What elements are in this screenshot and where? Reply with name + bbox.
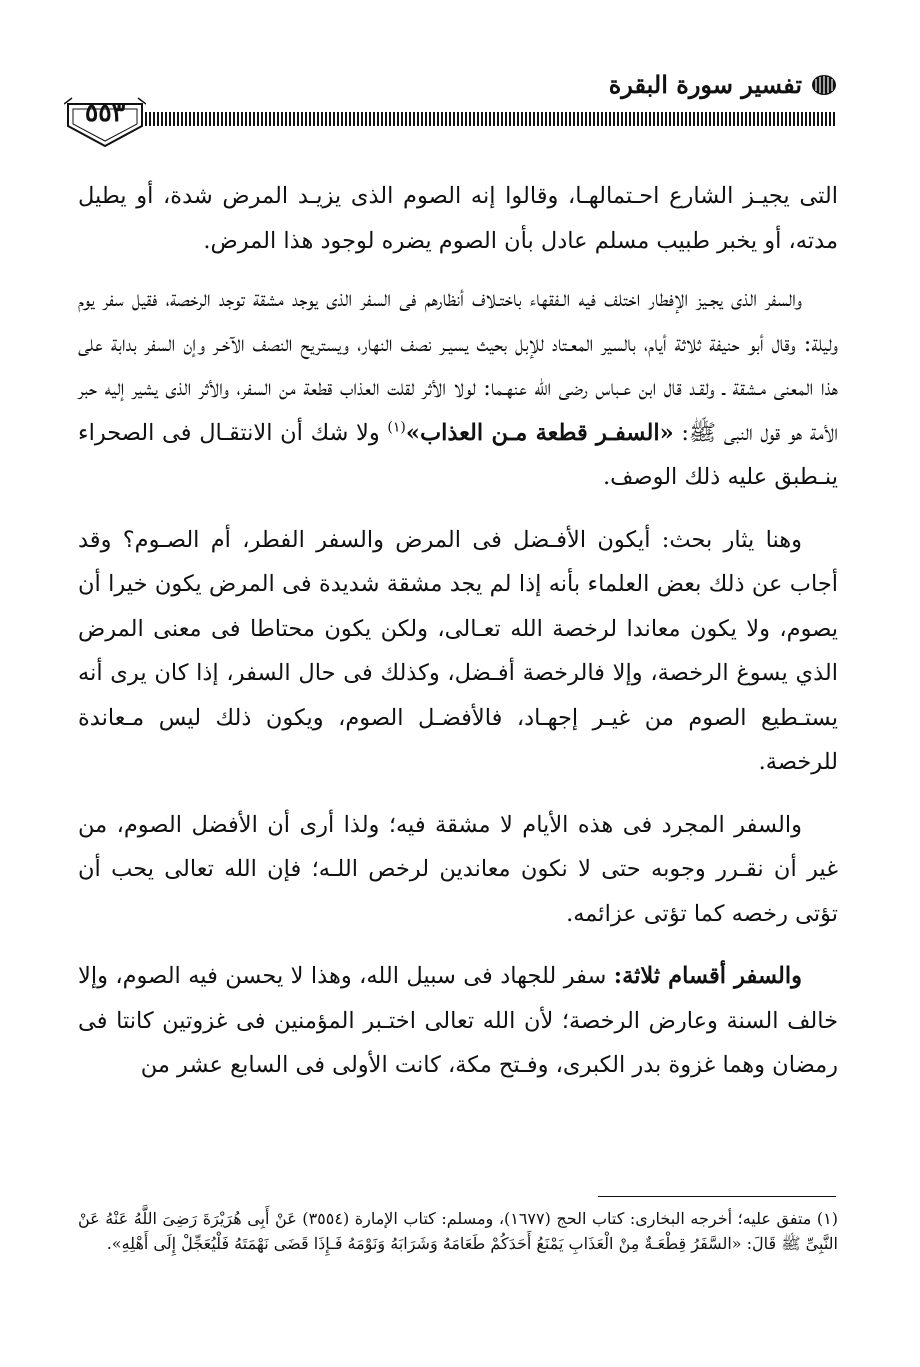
footnote-text: متفق عليه؛ أخرجه البخارى: كتاب الحج (١٦٧٧)، ومسلم: كتاب الإمارة (٣٥٥٤) عَنْ أَبِى هُرَيْرَةَ رَضِىَ اللَّهُ عَنْهُ عَنْ النَّبِىِّ ﷺ قَالَ: «السَّفَرُ قِطْعَـةٌ مِنْ الْعَذَابِ يَمْنَعُ أَحَدَكُمْ طَعَامَهُ وَشَرَابَهُ وَنَوْمَهُ فَـإِذَا قَضَى نَهْمَتَهُ فَلْيُعَجِّلْ إِلَى أَهْلِهِ». <box>78 1209 838 1253</box>
paragraph-text: والسفر الذى يجـيز الإفطار اختلف فيه الـفقهاء باختـلاف أنظارهم فى السفر الذى يوجد مشقة توجد الرخصة، فقيل سفر يوم وليلة: وقال أبو حنيفة ثلاثة أيام، بالسير المعـتاد للإبل بحيث يسيـر نصف النهار، ويستريح النصف الآخـر وإن السفر بدابة على هذا المعنى مـشقة ـ ولقـد قال ابن عـباس رضى الله عنهـما: لولا الأثر لقلت العذاب قطعة من السفر، والأثر الذى يشير إليه حبر الأمة هو قول النبى ﷺ: <box>78 286 838 446</box>
footnotes <box>78 1206 838 1256</box>
section-lead: والسفر أقسام ثلاثة: <box>613 963 802 989</box>
paragraph: والسفر المجرد فى هذه الأيام لا مشقة فيه؛ ولذا أرى أن الأفضل الصوم، من غير أن نقـرر وجوبه حتى لا نكون معاندين لرخص اللـه؛ فإن الله تعالى يحب أن تؤتى رخصه كما تؤتى عزائمه. <box>78 811 838 927</box>
footnote-reference: (١) <box>387 419 406 435</box>
page-number-badge <box>64 90 146 150</box>
page-number: ٥٥٣ <box>84 98 126 127</box>
paragraph: وهنا يثار بحث: أيكون الأفـضل فى المرض والسفر الفطر، أم الصـوم؟ وقد أجاب عن ذلك بعض العلماء بأنه إذا لم يجد مشقة شديدة فى المرض يكون خيرا أن يصوم، ولا يكون معاندا لرخصة الله تعـالى، ولكن يكون محتاطا فى معنى المرض الذي يسوغ الرخصة، وإلا فالرخصة أفـضل، وكذلك فى حال السفر، إذا كان يرى أنه يستـطيع الصوم من غيـر إجهـاد، فالأفضـل الصوم، ويكون ذلك ليس مـعاندة للرخصة. <box>78 526 838 775</box>
hadith-quote: «السفـر قطعة مـن العذاب» <box>405 419 674 446</box>
paragraph: التى يجيـز الشارع احـتمالهـا، وقالوا إنه الصوم الذى يزيـد المرض شدة، أو يطيل مدته، أو يخبر طبيب مسلم عادل بأن الصوم يضره لوجود هذا المرض. <box>78 183 838 254</box>
footnote-divider <box>598 1196 836 1197</box>
paragraph <box>78 277 838 500</box>
paragraph-text: سفر للجهاد فى سبيل الله، وهذا لا يحسن فيه الصوم، وإلا خالف السنة وعارض الرخصة؛ لأن الله تعالى اختـبر المؤمنين فى غزوتين كانتا فى رمضان وهما غزوة بدر الكبرى، وفـتح مكة، كانت الأولى فى السابع عشر من <box>78 963 838 1078</box>
footnote-number: (١) <box>816 1209 839 1228</box>
header-rule <box>145 112 835 126</box>
page-header <box>62 60 842 170</box>
main-text <box>78 174 838 1088</box>
paragraph <box>78 954 838 1088</box>
running-title: تفسير سورة البقرة <box>608 70 802 99</box>
paragraph-text: ولا شك أن الانتقـال فى الصحراء ينـطبق عليه ذلك الوصف. <box>78 419 838 490</box>
ornament-icon <box>810 74 838 96</box>
footnote <box>78 1206 838 1256</box>
